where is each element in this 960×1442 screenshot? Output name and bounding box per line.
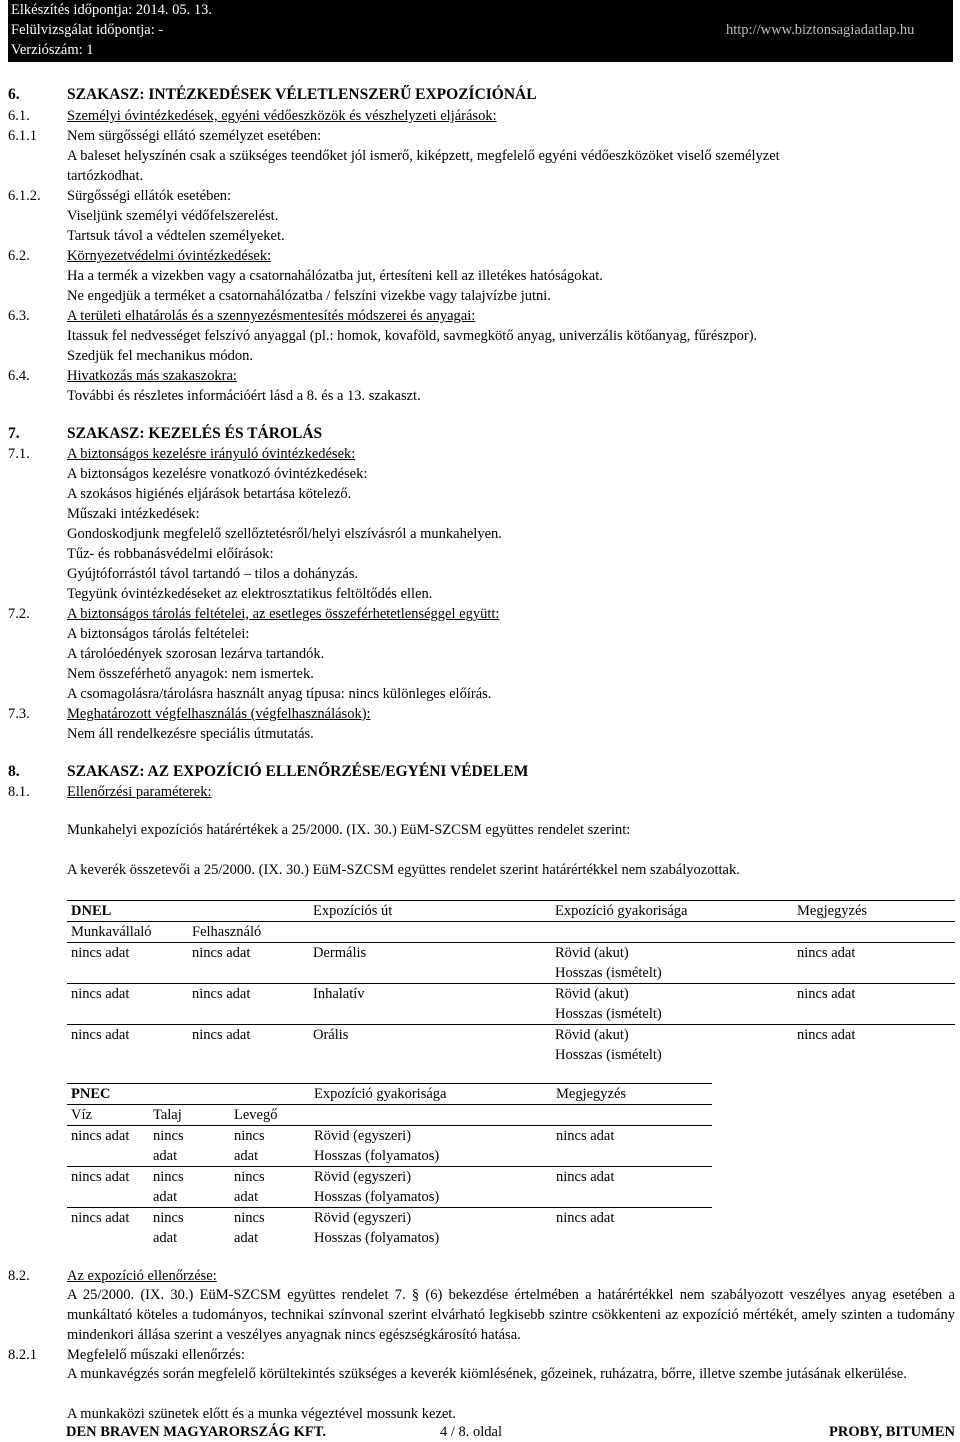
- revised-date: Felülvizsgálat időpontja: -: [11, 22, 164, 38]
- table-cell: nincs adat: [188, 984, 309, 1025]
- frequency-long: Hosszas (folyamatos): [314, 1230, 440, 1246]
- section-title: SZAKASZ: KEZELÉS ÉS TÁROLÁS: [67, 425, 323, 442]
- subsection-number: 6.1.1: [8, 128, 37, 144]
- table-cell: nincs adat: [793, 943, 955, 984]
- subsection-number: 7.2.: [8, 606, 30, 622]
- frequency-long: Hosszas (ismételt): [555, 965, 662, 981]
- column-header: Munkavállaló: [67, 922, 188, 943]
- table-cell: [230, 1167, 310, 1208]
- subsection-number: 6.1.: [8, 108, 30, 124]
- table-cell: nincs adat: [188, 943, 309, 984]
- text-line: A munkaközi szünetek előtt és a munka végeztével mossunk kezet.: [67, 1406, 456, 1422]
- frequency-long: Hosszas (folyamatos): [314, 1148, 440, 1164]
- text-line: Munkahelyi expozíciós határértékek a 25/2000. (IX. 30.) EüM-SZCSM együttes rendelet szerint:: [67, 822, 631, 838]
- paragraph: [8, 1364, 955, 1404]
- subsection-number: 8.1.: [8, 784, 30, 800]
- table-cell: [310, 1167, 552, 1208]
- cell-line: adat: [234, 1189, 259, 1205]
- text-line: Nem áll rendelkezésre speciális útmutatás.: [67, 726, 314, 742]
- cell-line: nincs: [234, 1169, 265, 1185]
- table-cell: nincs adat: [793, 984, 955, 1025]
- column-header: Expozíciós út: [309, 901, 551, 922]
- table-cell: [230, 1126, 310, 1167]
- frequency-short: Rövid (egyszeri): [314, 1128, 412, 1144]
- text-line: A biztonságos tárolás feltételei:: [67, 626, 250, 642]
- table-subheader-row: [67, 1105, 712, 1126]
- subsection-number: 6.1.2.: [8, 188, 41, 204]
- frequency-long: Hosszas (ismételt): [555, 1047, 662, 1063]
- table-cell: Dermális: [309, 943, 551, 984]
- table-cell: nincs adat: [793, 1025, 955, 1066]
- subsection-number: 6.2.: [8, 248, 30, 264]
- subsection-title: Nem sürgősségi ellátó személyzet esetében:: [67, 128, 322, 144]
- table-row: [67, 1208, 712, 1249]
- subsection-number: 6.3.: [8, 308, 30, 324]
- table-cell: Inhalatív: [309, 984, 551, 1025]
- text-line: Ne engedjük a terméket a csatornahálózatba / felszíni vizekbe vagy talajvízbe jutni.: [67, 288, 551, 304]
- table-row: [67, 1025, 955, 1066]
- table-cell: [551, 943, 793, 984]
- dnel-heading: DNEL: [67, 901, 309, 922]
- column-header: Expozíció gyakorisága: [310, 1084, 552, 1105]
- cell-line: adat: [153, 1230, 178, 1246]
- table-cell: nincs adat: [552, 1208, 712, 1249]
- subsection-number: 8.2.: [8, 1268, 30, 1284]
- frequency-short: Rövid (akut): [555, 986, 629, 1002]
- dnel-table: [67, 900, 955, 1065]
- cell-line: adat: [153, 1148, 178, 1164]
- subsection-title: Sürgősségi ellátók esetében:: [67, 188, 232, 204]
- column-header: Talaj: [149, 1105, 230, 1126]
- column-header: Expozíció gyakorisága: [551, 901, 793, 922]
- cell-line: adat: [234, 1230, 259, 1246]
- subsection-title: A biztonságos tárolás feltételei, az esetleges összeférhetetlenséggel együtt:: [67, 606, 500, 622]
- table-cell: [149, 1208, 230, 1249]
- paragraph-text: A 25/2000. (IX. 30.) EüM-SZCSM együttes rendelet 7. § (6) bekezdése értelmében a határértékkel nem szabályozott veszélyes anyag esetében a munkáltató köteles a tudományos, technikai színvonal szerint elvárható legkisebb szintre csökkenteni az expozíció mértékét, amely szinten a tudomány mindenkori állása szerint a veszélyes anyagnak nincs egészségkárosító hatása.: [67, 1287, 955, 1343]
- text-line: A csomagolásra/tárolásra használt anyag típusa: nincs különleges előírás.: [67, 686, 492, 702]
- subsection-number: 6.4.: [8, 368, 30, 384]
- table-cell: [310, 1208, 552, 1249]
- text-line: Tartsuk távol a védtelen személyeket.: [67, 228, 285, 244]
- column-header: Felhasználó: [188, 922, 309, 943]
- text-line: A biztonságos kezelésre vonatkozó óvintézkedések:: [67, 466, 368, 482]
- text-line: Tegyünk óvintézkedéseket az elektrosztatikus feltöltődés ellen.: [67, 586, 433, 602]
- company-name: DEN BRAVEN MAGYARORSZÁG KFT.: [66, 1424, 326, 1440]
- table-cell: [310, 1126, 552, 1167]
- document-header: [8, 0, 953, 62]
- pnec-table: [67, 1083, 712, 1248]
- text-line: Szedjük fel mechanikus módon.: [67, 348, 254, 364]
- cell-line: nincs: [153, 1169, 184, 1185]
- subsection-number: 7.3.: [8, 706, 30, 722]
- table-cell: nincs adat: [67, 984, 188, 1025]
- frequency-long: Hosszas (folyamatos): [314, 1189, 440, 1205]
- page-number: 4 / 8. oldal: [440, 1424, 503, 1440]
- text-line: Műszaki intézkedések:: [67, 506, 200, 522]
- section-number: 6.: [8, 86, 20, 103]
- section-number: 8.: [8, 763, 20, 780]
- table-cell: nincs adat: [67, 1025, 188, 1066]
- table-cell: nincs adat: [67, 1126, 149, 1167]
- table-cell: nincs adat: [67, 1167, 149, 1208]
- text-line: A tárolóedények szorosan lezárva tartandók.: [67, 646, 325, 662]
- subsection-title: A biztonságos kezelésre irányuló óvintézkedések:: [67, 446, 356, 462]
- paragraph-text: A munkavégzés során megfelelő körültekintés szükséges a keverék kiömlésének, gőzeinek, ruházatra, bőrre, illetve szembe jutásának elkerülése.: [67, 1366, 907, 1382]
- text-line: tartózkodhat.: [67, 168, 144, 184]
- table-header-row: [67, 1084, 712, 1105]
- cell-line: nincs: [153, 1210, 184, 1226]
- frequency-long: Hosszas (ismételt): [555, 1006, 662, 1022]
- table-cell: [149, 1167, 230, 1208]
- table-cell: nincs adat: [67, 1208, 149, 1249]
- text-line: A keverék összetevői a 25/2000. (IX. 30.) EüM-SZCSM együttes rendelet szerint határértékkel nem szabályozottak.: [67, 862, 740, 878]
- cell-line: nincs: [234, 1210, 265, 1226]
- text-line: Itassuk fel nedvességet felszívó anyaggal (pl.: homok, kovaföld, savmegkötő anyag, univerzális kötőanyag, fűrészpor).: [67, 328, 758, 344]
- text-line: Tűz- és robbanásvédelmi előírások:: [67, 546, 274, 562]
- frequency-short: Rövid (egyszeri): [314, 1169, 412, 1185]
- table-cell: [551, 984, 793, 1025]
- text-line: További és részletes információért lásd a 8. és a 13. szakaszt.: [67, 388, 421, 404]
- product-name: PROBY, BITUMEN: [829, 1424, 955, 1440]
- subsection-title: Ellenőrzési paraméterek:: [67, 784, 212, 800]
- created-date: Elkészítés időpontja: 2014. 05. 13.: [11, 2, 212, 18]
- frequency-short: Rövid (egyszeri): [314, 1210, 412, 1226]
- frequency-short: Rövid (akut): [555, 945, 629, 961]
- table-row: [67, 1167, 712, 1208]
- table-cell: nincs adat: [552, 1126, 712, 1167]
- table-row: [67, 1126, 712, 1167]
- text-line: Gondoskodjunk megfelelő szellőztetésről/helyi elszívásról a munkahelyen.: [67, 526, 502, 542]
- section-title: SZAKASZ: INTÉZKEDÉSEK VÉLETLENSZERŰ EXPOZÍCIÓNÁL: [67, 86, 537, 103]
- table-cell: [230, 1208, 310, 1249]
- table-subheader-row: [67, 922, 955, 943]
- table-cell: [149, 1126, 230, 1167]
- subsection-title: Személyi óvintézkedések, egyéni védőeszközök és vészhelyzeti eljárások:: [67, 108, 497, 124]
- subsection-title: Környezetvédelmi óvintézkedések:: [67, 248, 272, 264]
- text-line: Viseljünk személyi védőfelszerelést.: [67, 208, 279, 224]
- section-number: 7.: [8, 425, 20, 442]
- pnec-heading: PNEC: [67, 1084, 310, 1105]
- section-title: SZAKASZ: AZ EXPOZÍCIÓ ELLENŐRZÉSE/EGYÉNI VÉDELEM: [67, 763, 529, 780]
- table-cell: nincs adat: [552, 1167, 712, 1208]
- cell-line: nincs: [234, 1128, 265, 1144]
- text-line: A szokásos higiénés eljárások betartása kötelező.: [67, 486, 352, 502]
- table-cell: nincs adat: [188, 1025, 309, 1066]
- column-header: Levegő: [230, 1105, 310, 1126]
- table-cell: [551, 1025, 793, 1066]
- table-row: [67, 984, 955, 1025]
- text-line: Ha a termék a vizekben vagy a csatornahálózatba jut, értesíteni kell az illetékes hatóságokat.: [67, 268, 603, 284]
- cell-line: adat: [153, 1189, 178, 1205]
- subsection-title: Megfelelő műszaki ellenőrzés:: [67, 1347, 245, 1363]
- subsection-title: Meghatározott végfelhasználás (végfelhasználások):: [67, 706, 371, 722]
- column-header: Megjegyzés: [793, 901, 955, 922]
- table-cell: nincs adat: [67, 943, 188, 984]
- subsection-number: 7.1.: [8, 446, 30, 462]
- subsection-number: 8.2.1: [8, 1347, 37, 1363]
- table-header-row: [67, 901, 955, 922]
- cell-line: nincs: [153, 1128, 184, 1144]
- column-header: Víz: [67, 1105, 149, 1126]
- text-line: Gyújtóforrástól távol tartandó – tilos a dohányzás.: [67, 566, 359, 582]
- paragraph: [8, 1285, 955, 1345]
- text-line: A baleset helyszínén csak a szükséges teendőket jól ismerő, kiképzett, megfelelő egyéni védőeszközöket viselő személyzet: [67, 148, 780, 164]
- version-number: Verziószám: 1: [11, 42, 94, 58]
- subsection-title: Hivatkozás más szakaszokra:: [67, 368, 237, 384]
- subsection-title: Az expozíció ellenőrzése:: [67, 1268, 217, 1284]
- text-line: Nem összeférhető anyagok: nem ismertek.: [67, 666, 314, 682]
- column-header: Megjegyzés: [552, 1084, 712, 1105]
- cell-line: adat: [234, 1148, 259, 1164]
- frequency-short: Rövid (akut): [555, 1027, 629, 1043]
- header-url-link[interactable]: http://www.biztonsagiadatlap.hu: [726, 22, 915, 38]
- subsection-title: A területi elhatárolás és a szennyezésmentesítés módszerei és anyagai:: [67, 308, 476, 324]
- table-cell: Orális: [309, 1025, 551, 1066]
- table-row: [67, 943, 955, 984]
